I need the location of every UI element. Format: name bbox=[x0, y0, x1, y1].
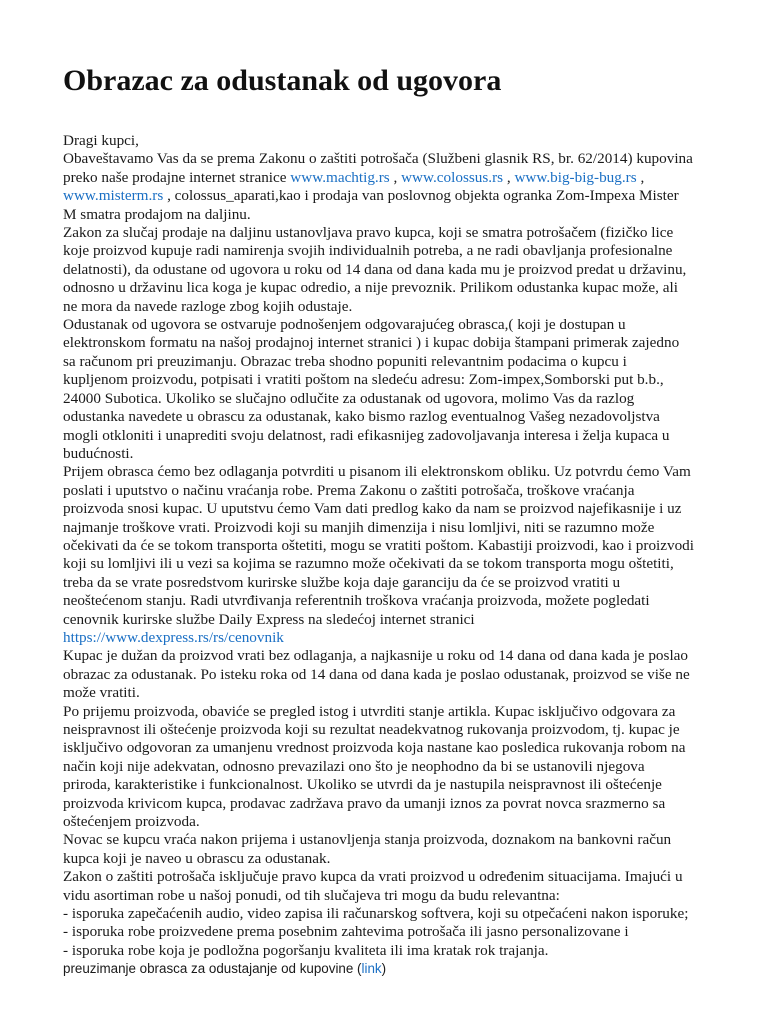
link-machtig[interactable]: www.machtig.rs bbox=[290, 168, 390, 186]
link-separator: , bbox=[636, 168, 645, 186]
download-form-text: preuzimanje obrasca za odustajanje od kupovine ( bbox=[63, 961, 362, 977]
link-colossus[interactable]: www.colossus.rs bbox=[401, 168, 504, 186]
link-separator: , bbox=[503, 168, 515, 186]
list-item: - isporuka robe koja je podložna pogoršanju kvaliteta ili ima kratak rok trajanja. bbox=[63, 941, 549, 959]
paragraph-intro bbox=[63, 150, 695, 224]
page-title: Obrazac za odustanak od ugovora bbox=[63, 64, 502, 97]
paragraph-exclusions: Zakon o zaštiti potrošača isključuje pravo kupca da vrati proizvod u određenim situacijama. Imajući u vidu asortiman robe u našoj ponudi, od tih slučajeva tri mogu da budu relevantna: bbox=[63, 868, 683, 904]
paragraph-withdrawal-form: Odustanak od ugovora se ostvaruje podnošenjem odgovarajućeg obrasca,( koji je dostupan u elektronskom formatu na našoj prodajnoj internet stranici ) i kupac dobija štampani primerak zajedno sa računom pri preuzimanju. Obrazac treba shodno popuniti relevantnim podacima o kupcu i kupljenom proizvodu, potpisati i vratiti poštom na sledeću adresu: Zom-impex,Somborski put b.b., 24000 Subotica. Ukoliko se slučajno odlučite za odustanak od ugovora, molimo Vas da razlog odustanka navedete u obrascu za odustanak, kako bismo razlog eventualnog Vašeg nezadovoljstva mogli otkloniti i unaprediti svoju delatnost, radi efikasnijeg zadovoljavanja interesa i želja kupaca u budućnosti. bbox=[63, 316, 680, 462]
document-body bbox=[63, 132, 695, 979]
download-form-paren: ) bbox=[381, 961, 387, 977]
paragraph-refund: Novac se kupcu vraća nakon prijema i ustanovljenja stanja proizvoda, doznakom na bankovni račun kupca koji je naveo u obrascu za odustanak. bbox=[63, 831, 672, 867]
download-form-line bbox=[63, 960, 695, 978]
intro-text-end: , colossus_aparati,kao i prodaja van poslovnog objekta ogranka Zom-Impexa Mister M smatra prodajom na daljinu. bbox=[63, 187, 679, 223]
link-dexpress-pricelist[interactable]: https://www.dexpress.rs/rs/cenovnik bbox=[63, 628, 284, 646]
paragraph-return-shipping bbox=[63, 463, 695, 647]
link-big-big-bug[interactable]: www.big-big-bug.rs bbox=[514, 168, 637, 186]
greeting: Dragi kupci, bbox=[63, 132, 139, 149]
paragraph-inspection: Po prijemu proizvoda, obaviće se pregled istog i utvrditi stanje artikla. Kupac isključivo odgovara za neispravnost ili oštećenje proizvoda koji su rezultat neadekvatnog rukovanja proizvodom, tj. kupac je isključivo odgovoran za umanjenu vrednost proizvoda koja nastane kao posledica rukovanja robom na način koji nije adekvatan, odnosno prevazilazi ono što je neophodno da bi se ustanovili njegova priroda, karakteristike i funkcionalnost. Ukoliko se utvrdi da je nastupila neispravnost ili oštećenje proizvoda krivicom kupca, prodavac zadržava pravo da umanji iznos za povrat novca srazmerno sa oštećenjem proizvoda. bbox=[63, 702, 686, 831]
link-separator: , bbox=[389, 168, 402, 186]
paragraph-return-deadline: Kupac je dužan da proizvod vrati bez odlaganja, a najkasnije u roku od 14 dana od dana kada je poslao obrazac za odustanak. Po isteku roka od 14 dana od dana kada je poslao odustanak, proizvod se više ne može vratiti. bbox=[63, 647, 690, 702]
return-shipping-text: Prijem obrasca ćemo bez odlaganja potvrditi u pisanom ili elektronskom obliku. Uz potvrdu ćemo Vam poslati i uputstvo o načinu vraćanja robe. Prema Zakonu o zaštiti potrošača, troškove vraćanja proizvoda snosi kupac. U uputstvu ćemo Vam dati predlog kako da nam se proizvod najefikasnije i uz najmanje troškove vrati. Proizvodi koji su manjih dimenzija i nisu lomljivi, niti se razumno može očekivati da će se tokom transporta oštetiti, mogu se vratiti poštom. Kabastiji proizvodi, kao i proizvodi koji su lomljivi ili u vezi sa kojima se razumno može očekivati da se tokom transporta mogu oštetiti, treba da se vrate posredstvom kurirske službe koja daje garanciju da će se proizvod vratiti u neoštećenom stanju. Radi utvrđivanja referentnih troškova vraćanja proizvoda, možete pogledati cenovnik kurirske službe Daily Express na sledećoj internet stranici bbox=[63, 463, 694, 628]
list-item: - isporuka zapečaćenih audio, video zapisa ili računarskog softvera, koji su otpečaćeni nakon isporuke; bbox=[63, 905, 689, 923]
intro-text: Obaveštavamo Vas da se prema Zakonu o zaštiti potrošača (Službeni glasnik RS, br. 62/2014) kupovina preko naše prodajne internet stranice bbox=[63, 150, 693, 186]
link-misterm[interactable]: www.misterm.rs bbox=[63, 187, 164, 205]
list-item: - isporuka robe proizvedene prema posebnim zahtevima potrošača ili jasno personalizovane i bbox=[63, 923, 629, 941]
download-form-link[interactable]: link bbox=[361, 961, 382, 977]
paragraph-distance-sales: Zakon za slučaj prodaje na daljinu ustanovljava pravo kupca, koji se smatra potrošačem (fizičko lice koje proizvod kupuje radi namirenja svojih individualnih potreba, a ne radi obavljanja profesionalne delatnosti), da odustane od ugovora u roku od 14 dana od dana kada mu je proizvod predat u državinu, odnosno u državinu lica koga je kupac odredio, a nije prevoznik. Prilikom odustanka kupac može, ali ne mora da navede razloge zbog kojih odustaje. bbox=[63, 224, 687, 315]
